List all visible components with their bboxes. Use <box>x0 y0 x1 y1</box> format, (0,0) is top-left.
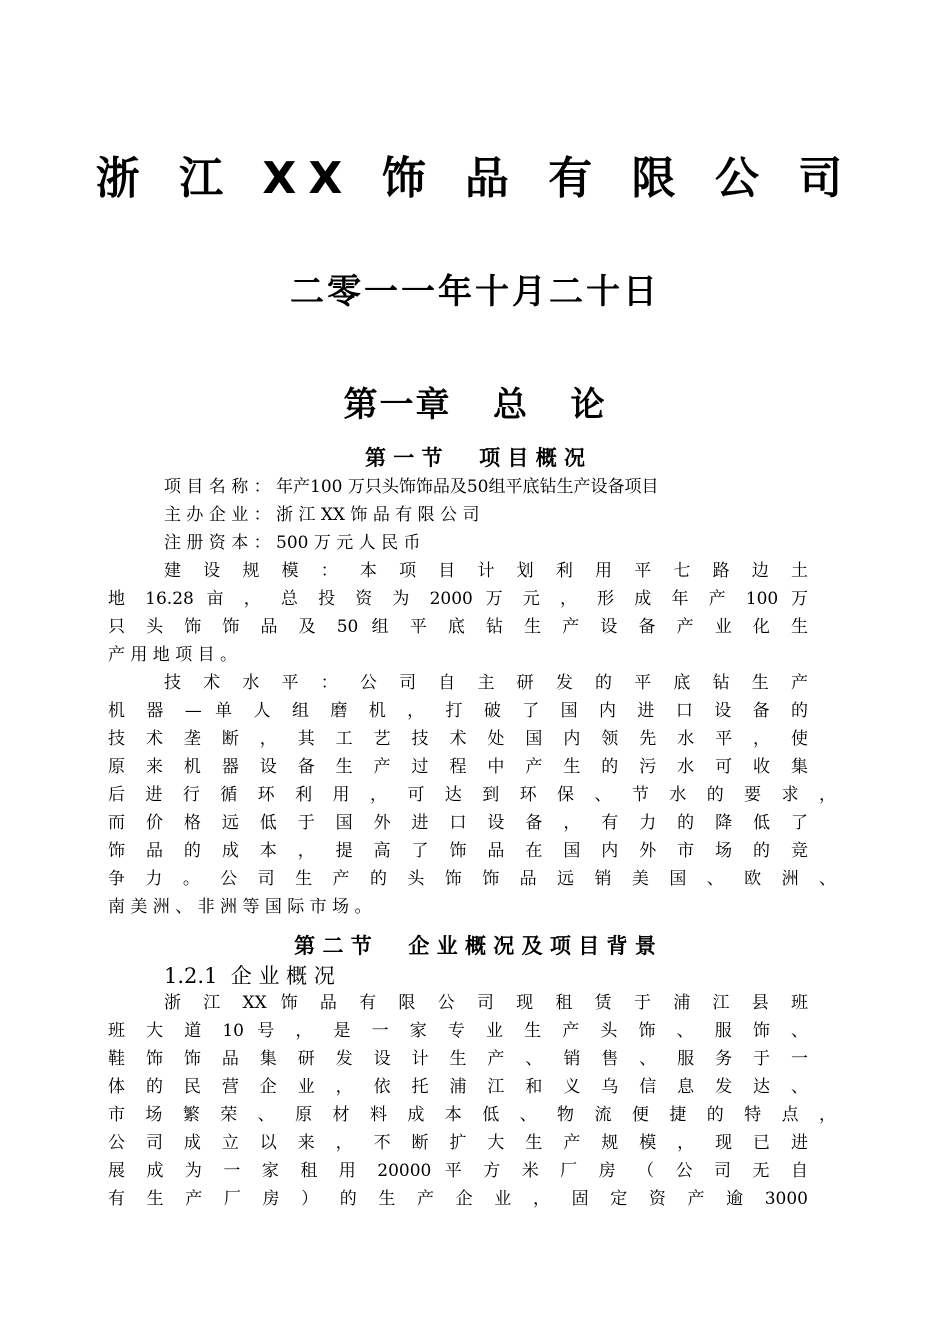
paragraph-line: 原 来 机 器 设 备 生 产 过 程 中 产 生 的 污 水 可 收 集 <box>108 757 808 777</box>
paragraph-line: 注 册 资 本 ： 500 万 元 人 民 币 <box>164 533 421 553</box>
section-1-heading: 第 一 节 项 目 概 况 <box>364 445 586 470</box>
paragraph-line: 浙 江 XX 饰 品 有 限 公 司 现 租 赁 于 浦 江 县 班 <box>164 993 808 1013</box>
paragraph-line: 技 术 水 平 ： 公 司 自 主 研 发 的 平 底 钻 生 产 <box>164 673 808 693</box>
paragraph-line: 争 力 。 公 司 生 产 的 头 饰 饰 品 远 销 美 国 、 欧 洲 、 <box>108 869 836 889</box>
paragraph-line: 只 头 饰 饰 品 及 50 组 平 底 钻 生 产 设 备 产 业 化 生 <box>108 617 808 637</box>
paragraph-line: 项 目 名 称 ： 年产100 万只头饰饰品及50组平底钻生产设备项目 <box>164 477 659 497</box>
paragraph-line: 南 美 洲 、 非 洲 等 国 际 市 场 。 <box>108 897 372 917</box>
paragraph-line: 产 用 地 项 目 。 <box>108 645 238 665</box>
paragraph-line: 市 场 繁 荣 、 原 材 料 成 本 低 、 物 流 便 捷 的 特 点 ， <box>108 1105 836 1125</box>
paragraph-line: 体 的 民 营 企 业 ， 依 托 浦 江 和 义 乌 信 息 发 达 、 <box>108 1077 808 1097</box>
company-title: 浙 江 XX 饰 品 有 限 公 司 <box>95 153 855 204</box>
paragraph-line: 主 办 企 业 ： 浙 江 XX 饰 品 有 限 公 司 <box>164 505 480 525</box>
subsection-heading: 1.2.1 企 业 概 况 <box>164 964 335 988</box>
document-date: 二零一一年十月二十日 <box>290 272 660 312</box>
paragraph-line: 鞋 饰 饰 品 集 研 发 设 计 生 产 、 销 售 、 服 务 于 一 <box>108 1049 808 1069</box>
paragraph-line: 公 司 成 立 以 来 ， 不 断 扩 大 生 产 规 模 ， 现 已 进 <box>108 1133 808 1153</box>
paragraph-line: 饰 品 的 成 本 ， 提 高 了 饰 品 在 国 内 外 市 场 的 竞 <box>108 841 808 861</box>
chapter-title: 第一章 总 论 <box>343 385 607 425</box>
paragraph-line: 有 生 产 厂 房 ） 的 生 产 企 业 ， 固 定 资 产 逾 3000 <box>108 1189 808 1209</box>
section-2-heading: 第 二 节 企 业 概 况 及 项 目 背 景 <box>294 933 656 958</box>
paragraph-line: 班 大 道 10 号 ， 是 一 家 专 业 生 产 头 饰 、 服 饰 、 <box>108 1021 808 1041</box>
paragraph-line: 技 术 垄 断 ， 其 工 艺 技 术 处 国 内 领 先 水 平 ， 使 <box>108 729 808 749</box>
paragraph-line: 地 16.28 亩 ， 总 投 资 为 2000 万 元 ， 形 成 年 产 100 万 <box>108 589 808 609</box>
paragraph-line: 机 器 — 单 人 组 磨 机 ， 打 破 了 国 内 进 口 设 备 的 <box>108 701 808 721</box>
paragraph-line: 后 进 行 循 环 利 用 ， 可 达 到 环 保 、 节 水 的 要 求 ， <box>108 785 836 805</box>
paragraph-line: 建 设 规 模 ： 本 项 目 计 划 利 用 平 七 路 边 土 <box>164 561 808 581</box>
paragraph-line: 而 价 格 远 低 于 国 外 进 口 设 备 ， 有 力 的 降 低 了 <box>108 813 808 833</box>
paragraph-line: 展 成 为 一 家 租 用 20000 平 方 米 厂 房 （ 公 司 无 自 <box>108 1161 808 1181</box>
